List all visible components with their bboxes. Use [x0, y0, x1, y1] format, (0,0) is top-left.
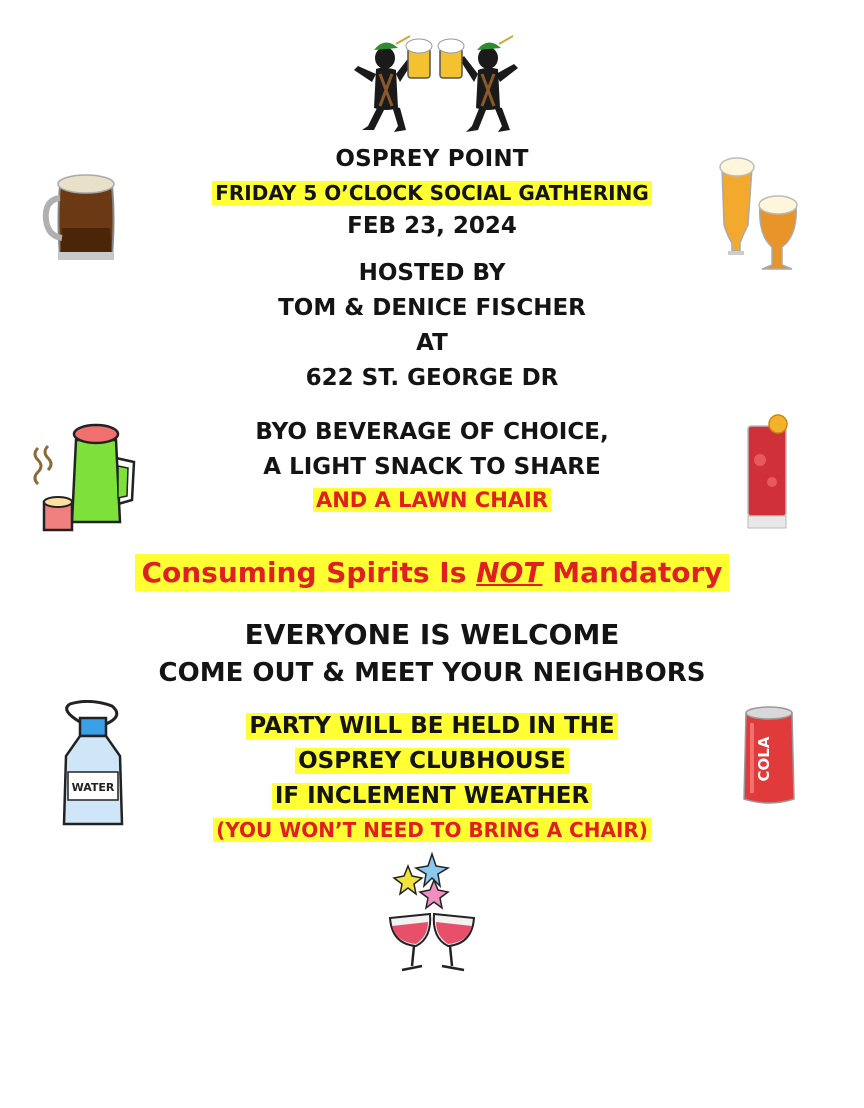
byo-line-2: A LIGHT SNACK TO SHARE	[263, 454, 601, 480]
byo-line-1: BYO BEVERAGE OF CHOICE,	[255, 419, 609, 445]
spirits-highlight	[135, 554, 728, 591]
meet-neighbors-line: COME OUT & MEET YOUR NEIGHBORS	[158, 658, 706, 688]
event-date: FEB 23, 2024	[347, 213, 517, 239]
party-line-2: OSPREY CLUBHOUSE	[295, 748, 569, 774]
spirits-not: NOT	[476, 556, 543, 589]
event-name-line	[0, 181, 864, 205]
event-address: 622 ST. GEORGE DR	[305, 365, 559, 391]
spirits-before: Consuming Spirits Is	[141, 556, 477, 589]
flyer-title: OSPREY POINT	[335, 146, 529, 172]
spirits-notice	[0, 556, 864, 589]
party-line-4: (YOU WON’T NEED TO BRING A CHAIR)	[213, 818, 651, 842]
water-label: WATER	[71, 781, 115, 794]
hosted-by-label: HOSTED BY	[358, 260, 506, 286]
wine-toast-icon	[382, 848, 482, 978]
party-line-3: IF INCLEMENT WEATHER	[272, 783, 592, 809]
party-line-2-wrap	[0, 748, 864, 774]
party-line-4-wrap	[0, 818, 864, 842]
dancing-beer-figures-icon	[340, 26, 530, 142]
byo-line-3-wrap	[0, 488, 864, 512]
party-line-1-wrap	[0, 713, 864, 739]
at-label: AT	[416, 330, 448, 356]
spirits-after: Mandatory	[542, 556, 723, 589]
host-names: TOM & DENICE FISCHER	[278, 295, 586, 321]
byo-line-3: AND A LAWN CHAIR	[313, 488, 551, 512]
party-line-3-wrap	[0, 783, 864, 809]
event-name: FRIDAY 5 O’CLOCK SOCIAL GATHERING	[212, 181, 652, 205]
cola-label: COLA	[755, 736, 773, 782]
party-line-1: PARTY WILL BE HELD IN THE	[246, 713, 617, 739]
welcome-line: EVERYONE IS WELCOME	[244, 618, 620, 651]
